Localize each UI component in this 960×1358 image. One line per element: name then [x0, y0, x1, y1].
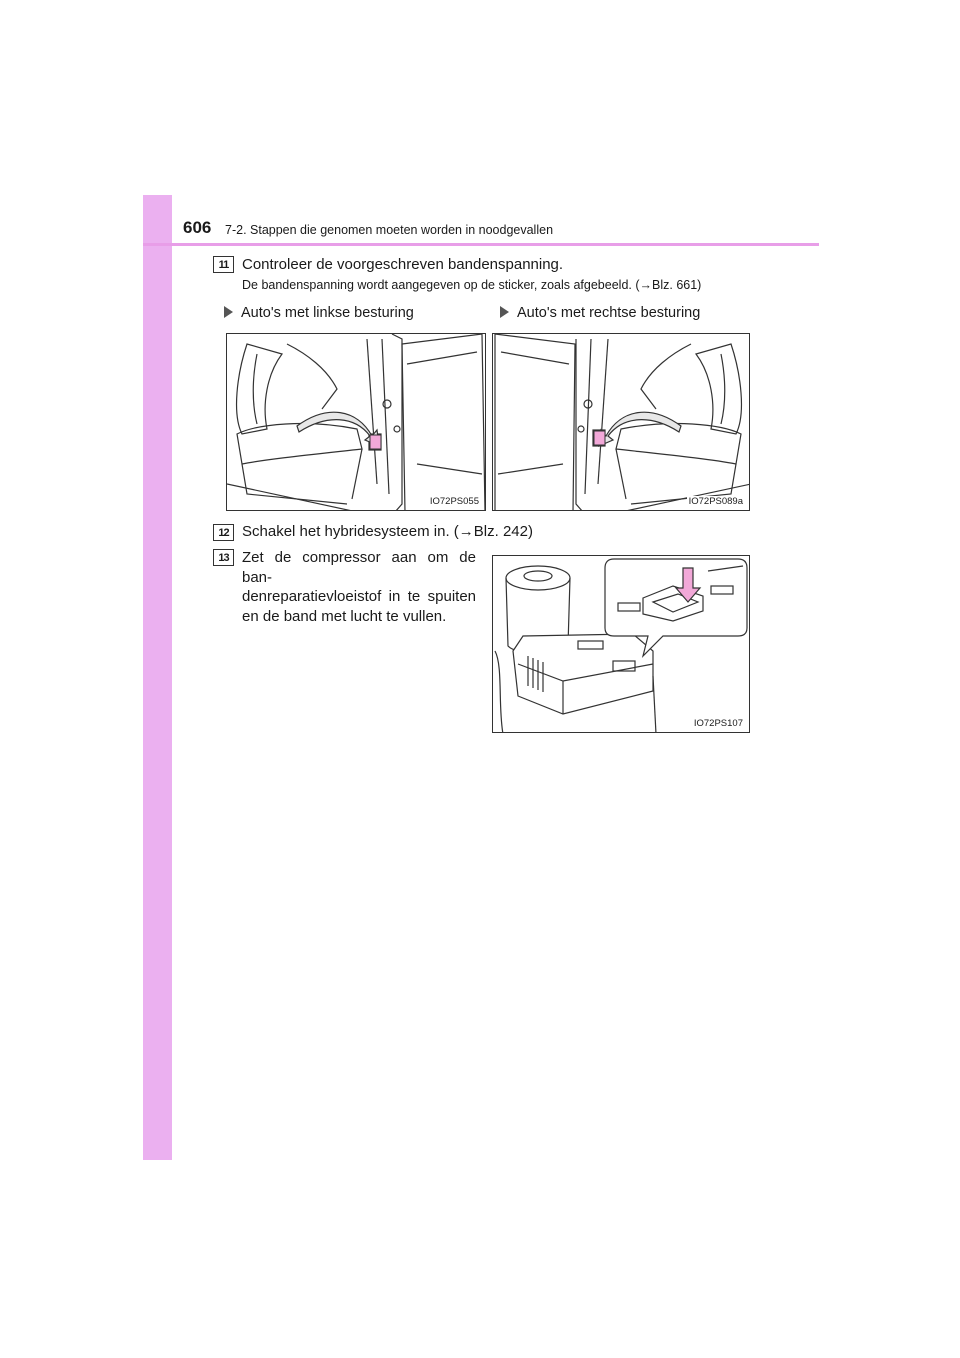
figure-code: IO72PS107 [693, 718, 743, 729]
step-13-line-1: Zet de compressor aan om de ban- [242, 549, 476, 586]
bullet-triangle-icon [224, 306, 233, 318]
figure-rhd-door-pillar [492, 333, 750, 511]
figure-compressor-switch [492, 555, 750, 733]
lhd-illustration [227, 334, 486, 511]
step-number-12: 12 [213, 524, 234, 541]
page-number: 606 [183, 218, 212, 237]
header-rule [143, 243, 819, 246]
variant-lhd [224, 305, 414, 321]
step-13-line-2: denreparatievloeistof in te spuiten [242, 588, 476, 605]
step-11-text: Controleer de voorgeschreven bandenspanning. [242, 256, 564, 273]
figure-code: IO72PS089a [688, 496, 743, 507]
step-12-text: Schakel het hybridesysteem in. (→Blz. 242) [242, 523, 533, 540]
variant-rhd [500, 305, 700, 321]
variant-lhd-label: Auto's met linkse besturing [241, 305, 414, 321]
step-13-text [242, 548, 476, 626]
rhd-illustration [493, 334, 750, 511]
section-title: 7-2. Stappen die genomen moeten worden in noodgevallen [225, 223, 554, 237]
step-11-note: De bandenspanning wordt aangegeven op de sticker, zoals afgebeeld. (→Blz. 661) [242, 278, 702, 292]
variant-rhd-label: Auto's met rechtse besturing [517, 305, 701, 321]
figure-lhd-door-pillar [226, 333, 486, 511]
step-number-11: 11 [213, 256, 234, 273]
compressor-illustration [493, 556, 750, 733]
step-number-13: 13 [213, 549, 234, 566]
bullet-triangle-icon [500, 306, 509, 318]
chapter-sidebar-tab [143, 195, 172, 1160]
figure-code: IO72PS055 [429, 496, 479, 507]
step-13-line-3: en de band met lucht te vullen. [242, 607, 447, 625]
